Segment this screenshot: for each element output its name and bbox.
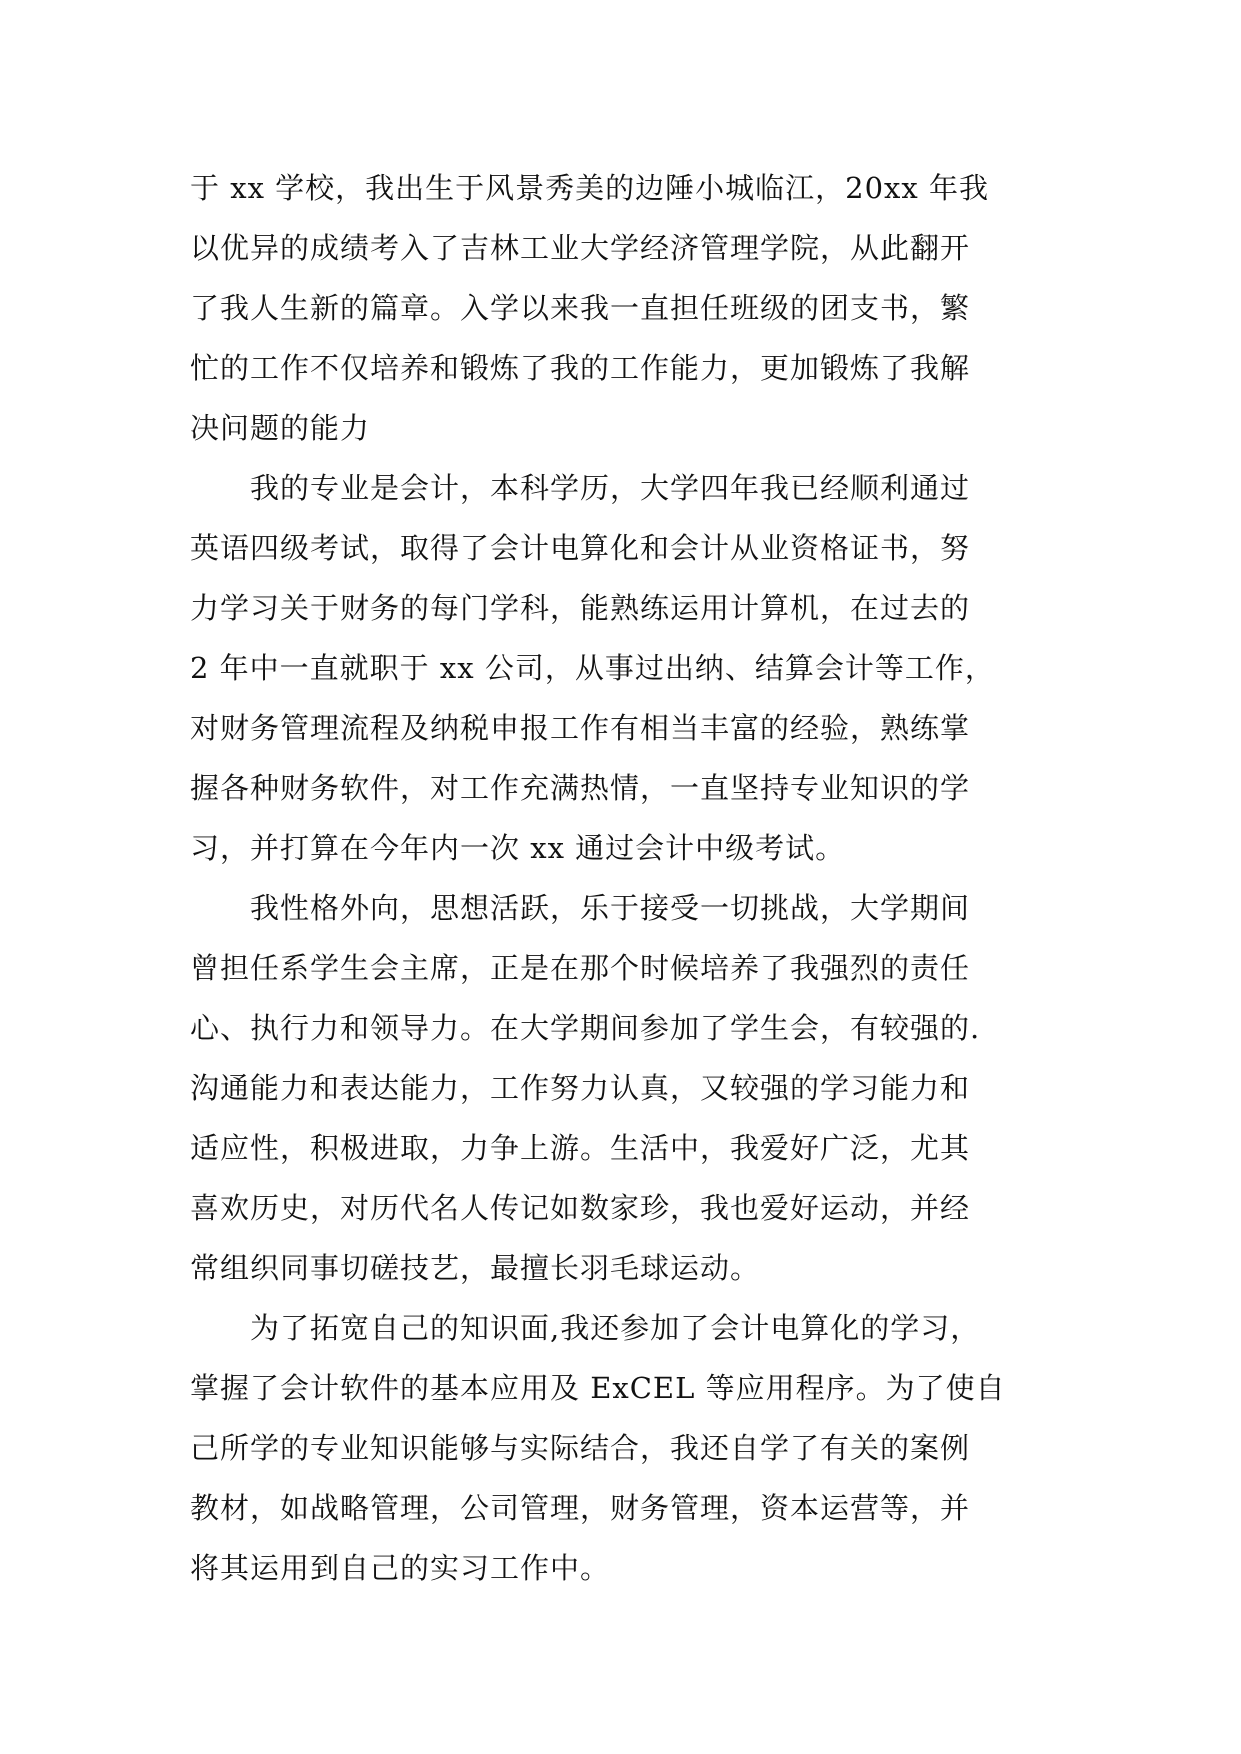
text-line: 于 xx 学校，我出生于风景秀美的边陲小城临江，20xx 年我 (190, 171, 989, 205)
text-line: 握各种财务软件，对工作充满热情，一直坚持专业知识的学 (190, 771, 971, 805)
text-line: 曾担任系学生会主席，正是在那个时候培养了我强烈的责任 (190, 951, 971, 985)
text-line: 以优异的成绩考入了吉林工业大学经济管理学院，从此翻开 (190, 231, 971, 265)
text-line: 我的专业是会计，本科学历，大学四年我已经顺利通过 (250, 471, 971, 505)
text-line: 心、执行力和领导力。在大学期间参加了学生会，有较强的. (190, 1011, 981, 1045)
text-line: 掌握了会计软件的基本应用及 ExCEL 等应用程序。为了使自 (190, 1371, 1006, 1405)
text-line: 对财务管理流程及纳税申报工作有相当丰富的经验，熟练掌 (190, 711, 971, 745)
text-line: 沟通能力和表达能力，工作努力认真，又较强的学习能力和 (190, 1071, 971, 1105)
text-line: 常组织同事切磋技艺，最擅长羽毛球运动。 (190, 1251, 761, 1285)
text-line: 英语四级考试，取得了会计电算化和会计从业资格证书，努 (190, 531, 971, 565)
text-line: 教材，如战略管理，公司管理，财务管理，资本运营等，并 (190, 1491, 971, 1525)
text-line: 我性格外向，思想活跃，乐于接受一切挑战，大学期间 (250, 891, 971, 925)
paragraph-1 (190, 158, 1090, 458)
text-line: 决问题的能力 (190, 411, 371, 445)
text-line: 2 年中一直就职于 xx 公司，从事过出纳、结算会计等工作， (190, 651, 995, 685)
text-line: 己所学的专业知识能够与实际结合，我还自学了有关的案例 (190, 1431, 971, 1465)
document-body (190, 158, 1090, 1598)
text-line: 力学习关于财务的每门学科，能熟练运用计算机，在过去的 (190, 591, 971, 625)
text-line: 适应性，积极进取，力争上游。生活中，我爱好广泛，尤其 (190, 1131, 971, 1165)
text-line: 为了拓宽自己的知识面,我还参加了会计电算化的学习， (250, 1311, 981, 1345)
text-line: 喜欢历史，对历代名人传记如数家珍，我也爱好运动，并经 (190, 1191, 971, 1225)
text-line: 习，并打算在今年内一次 xx 通过会计中级考试。 (190, 831, 846, 865)
paragraph-4 (190, 1298, 1090, 1598)
paragraph-2 (190, 458, 1090, 878)
text-line: 将其运用到自己的实习工作中。 (190, 1551, 611, 1585)
paragraph-3 (190, 878, 1090, 1298)
text-line: 忙的工作不仅培养和锻炼了我的工作能力，更加锻炼了我解 (190, 351, 971, 385)
text-line: 了我人生新的篇章。入学以来我一直担任班级的团支书，繁 (190, 291, 971, 325)
